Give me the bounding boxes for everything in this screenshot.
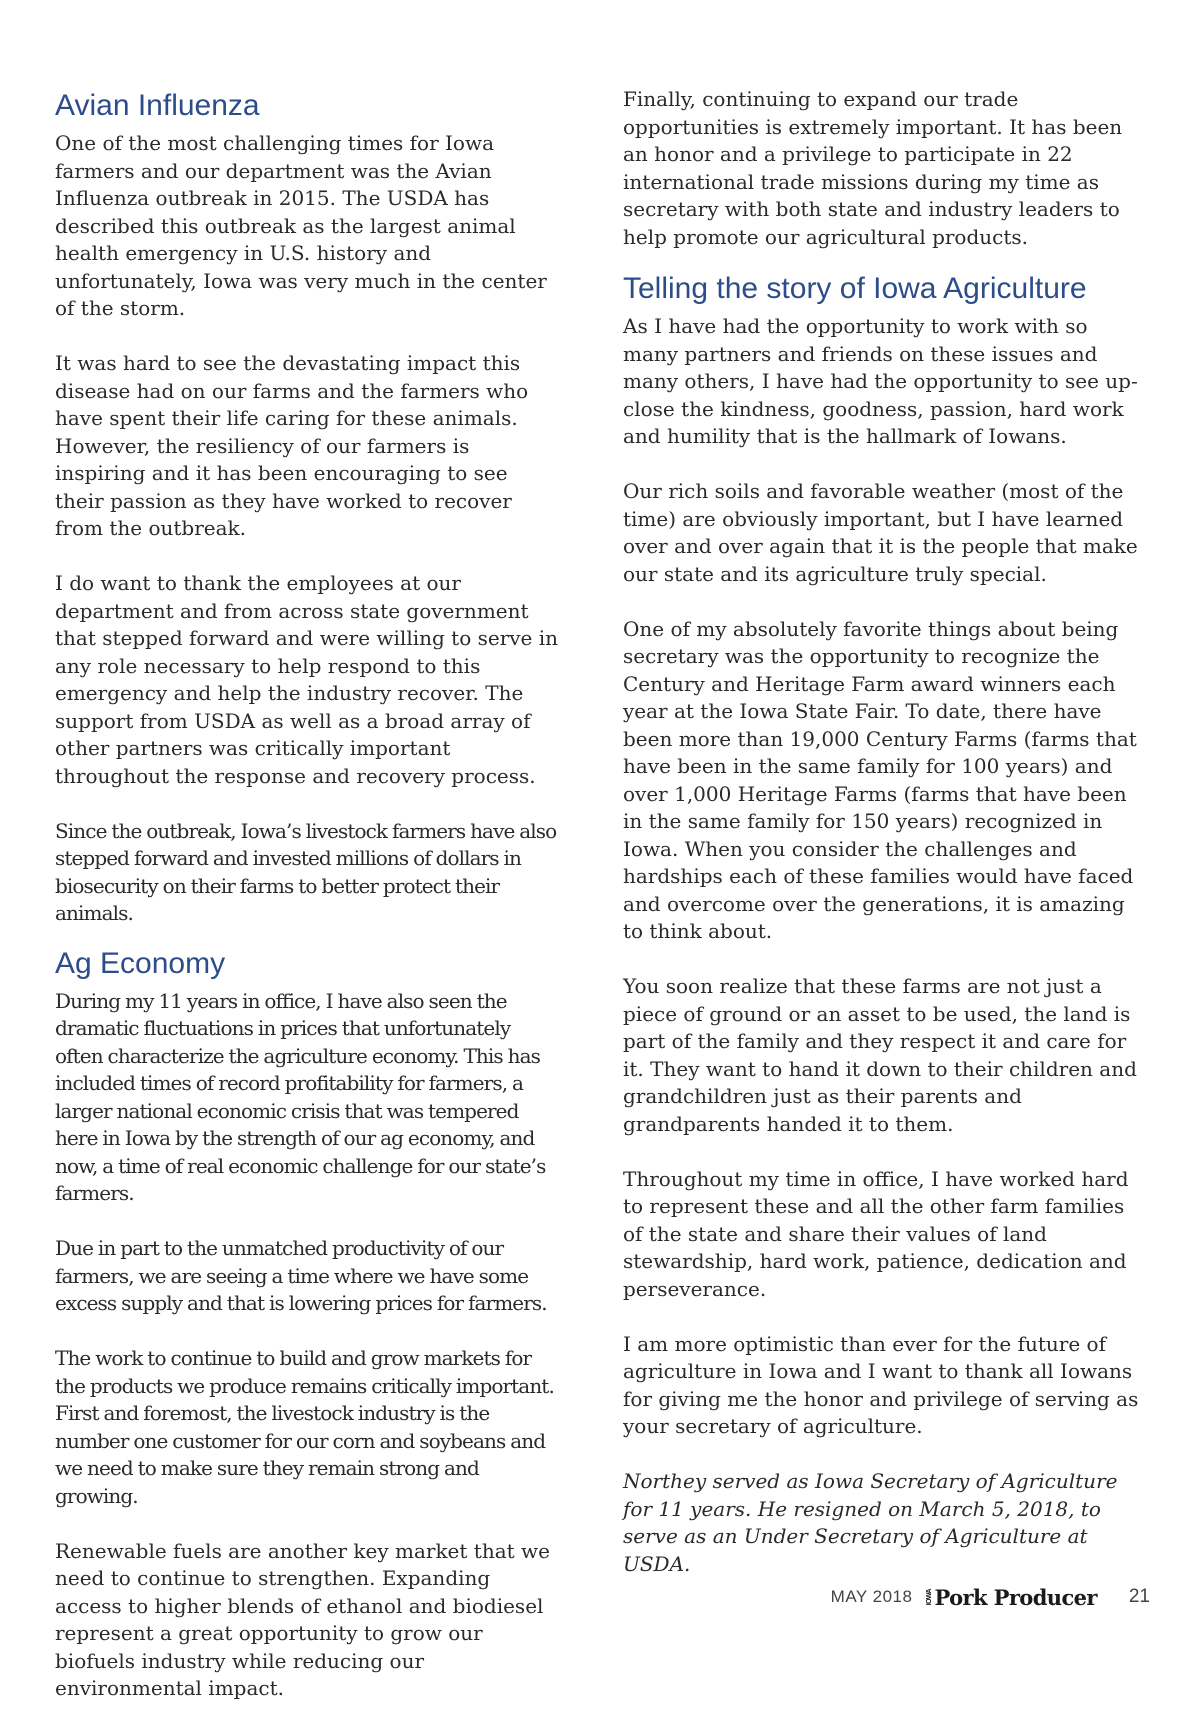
telling-story-heading: Telling the story of Iowa Agriculture — [623, 272, 1087, 305]
economy-paragraph-3: The work to continue to build and grow markets for the products we produce remains critically important. First and foremost, the livestock industry is the number one customer for our corn and soybeans and we need to make sure they remain strong and growing. — [55, 1346, 554, 1508]
story-paragraph-2: Our rich soils and favorable weather (most of the time) are obviously important, but I have learned over and over again that it is the people that make our state and its agriculture truly special. — [623, 479, 1138, 586]
logo-text: Pork Producer — [934, 1584, 1097, 1610]
story-paragraph-3: One of my absolutely favorite things about being secretary was the opportunity to recognize the Century and Heritage Farm award winners each year at the Iowa State Fair. To date, there have been more than 19,000 Century Farms (farms that have been in the same family for 100 years) and over 1,000 Heritage Farms (farms that have been in the same family for 150 years) recognized in Iowa. When you consider the challenges and hardships each of these families would have faced and overcome over the generations, it is amazing to think about. — [623, 616, 1137, 943]
publication-logo — [926, 1585, 1096, 1610]
page-footer — [830, 1582, 1150, 1612]
left-column — [55, 86, 560, 1730]
story-paragraph-4: You soon realize that these farms are not just a piece of ground or an asset to be used, the land is part of the family and they respect it and care for it. They want to hand it down to their children and grandchildren just as their parents and grandparents handed it to them. — [623, 974, 1137, 1136]
page-number: 21 — [1128, 1586, 1150, 1607]
economy-paragraph-4: Renewable fuels are another key market that we need to continue to strengthen. Expanding access to higher blends of ethanol and biodiesel represent a great opportunity to grow our biofuels industry while reducing our environmental impact. — [55, 1538, 550, 1700]
economy-paragraph-1: During my 11 years in office, I have also seen the dramatic fluctuations in prices that unfortunately often characterize the agriculture economy. This has included times of record profitability for farmers, a larger national economic crisis that was tempered here in Iowa by the strength of our ag economy, and now, a time of real economic challenge for our state’s farmers. — [55, 988, 546, 1205]
ag-economy-heading: Ag Economy — [55, 946, 226, 980]
economy-paragraph-2: Due in part to the unmatched productivity of our farmers, we are seeing a time where we have some excess supply and that is lowering prices for farmers. — [55, 1236, 547, 1315]
right-column — [623, 86, 1148, 1606]
logo-mark: IOWA — [926, 1588, 934, 1606]
avian-paragraph-3: I do want to thank the employees at our department and from across state government that stepped forward and were willing to serve in any role necessary to help respond to this emergency and help the industry recover. The support from USDA as well as a broad array of other partners was critically important throughout the response and recovery process. — [55, 571, 559, 788]
story-paragraph-6: I am more optimistic than ever for the future of agriculture in Iowa and I want to thank all Iowans for giving me the honor and privilege of serving as your secretary of agriculture. — [623, 1331, 1139, 1438]
avian-paragraph-2: It was hard to see the devastating impact this disease had on our farms and the farmers who have spent their life caring for these animals. However, the resiliency of our farmers is inspiring and it has been encouraging to see their passion as they have worked to recover from the outbreak. — [55, 351, 529, 540]
avian-influenza-heading: Avian Influenza — [55, 89, 260, 122]
avian-paragraph-4: Since the outbreak, Iowa’s livestock farmers have also stepped forward and invested millions of dollars in biosecurity on their farms to better protect their animals. — [55, 818, 557, 925]
trade-paragraph: Finally, continuing to expand our trade opportunities is extremely important. It has been an honor and a privilege to participate in 22 international trade missions during my time as secretary with both state and industry leaders to help promote our agricultural products. — [623, 87, 1123, 249]
story-paragraph-1: As I have had the opportunity to work with so many partners and friends on these issues and many others, I have had the opportunity to see up-close the kindness, goodness, passion, hard work and humility that is the hallmark of Iowans. — [623, 314, 1138, 448]
story-paragraph-5: Throughout my time in office, I have worked hard to represent these and all the other farm families of the state and share their values of land stewardship, hard work, patience, dedication and perseverance. — [623, 1166, 1129, 1301]
author-byline: Northey served as Iowa Secretary of Agriculture for 11 years. He resigned on March 5, 2018, to serve as an Under Secretary of Agriculture at USDA. — [623, 1469, 1118, 1576]
issue-date: MAY 2018 — [830, 1587, 913, 1606]
avian-paragraph-1: One of the most challenging times for Iowa farmers and our department was the Avian Influenza outbreak in 2015. The USDA has described this outbreak as the largest animal health emergency in U.S. history and unfortunately, Iowa was very much in the center of the storm. — [55, 131, 547, 320]
